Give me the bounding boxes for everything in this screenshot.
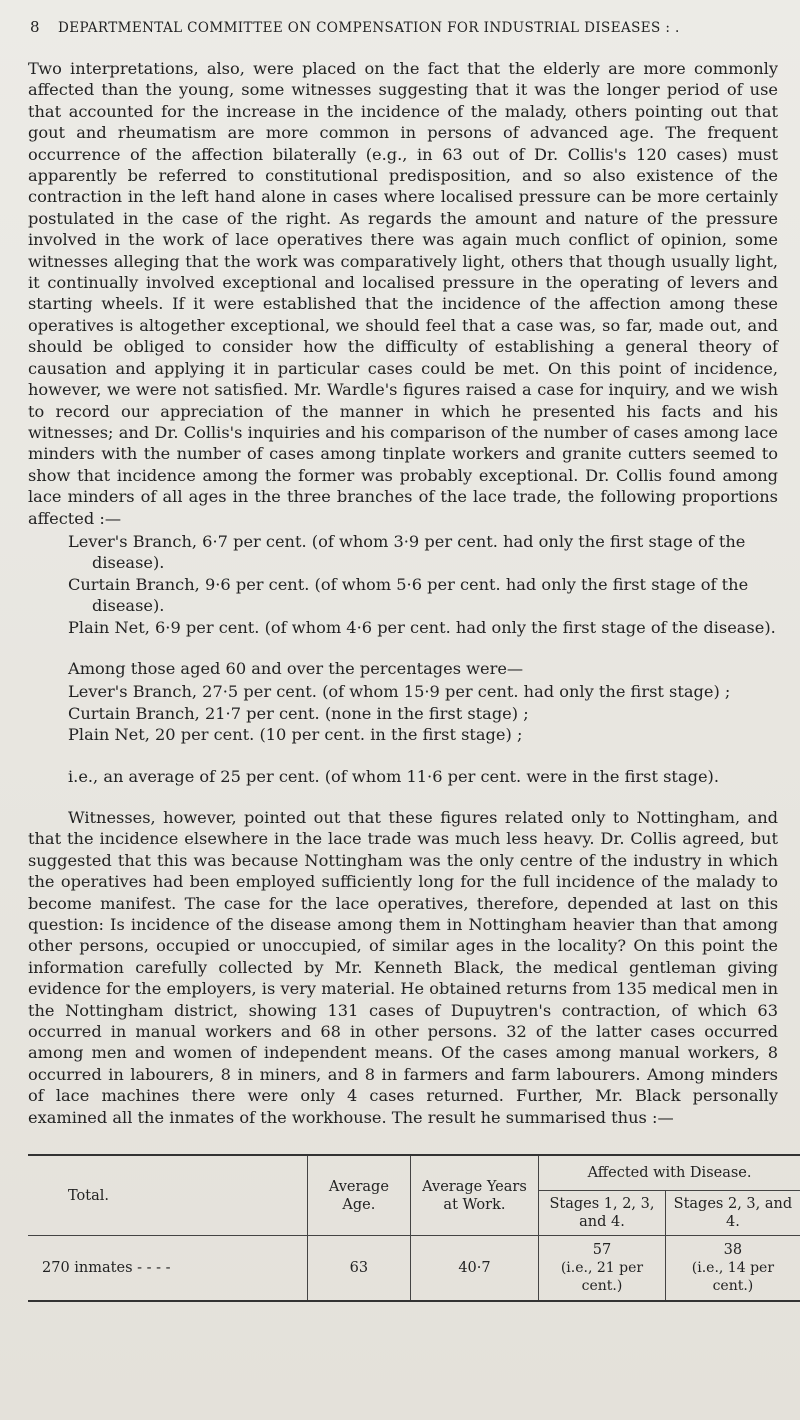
stages-234-value: 38	[723, 1242, 743, 1259]
cell-average-years: 40·7	[410, 1236, 538, 1302]
list-item-curtain: Curtain Branch, 9·6 per cent. (of whom 5·6 per cent. had only the first stage of the disease).	[68, 574, 749, 616]
stages-all-note: (i.e., 21 per cent.)	[560, 1260, 644, 1295]
list-item-plain-net-60: Plain Net, 20 per cent. (10 per cent. in the first stage) ;	[68, 725, 523, 745]
list-item-plain-net: Plain Net, 6·9 per cent. (of whom 4·6 per cent. had only the first stage of the disease).	[68, 617, 776, 637]
workhouse-summary-table	[28, 1154, 800, 1302]
paragraph-witnesses: Witnesses, however, pointed out that these figures related only to Nottingham, and that the incidence elsewhere in the lace trade was much less heavy. Dr. Collis agreed, but suggested that this was because Nottingham was the only centre of the industry in which the operatives had been employed sufficiently long for the full incidence of the malady to become manifest. The case for the lace operatives, therefore, depended at last on this question: Is incidence of the disease among them in Nottingham heavier than that among other persons, occupied or unoccupied, of similar ages in the locality? On this point the information carefully collected by Mr. Kenneth Black, the medical gentleman giving evidence for the employers, is very material. He obtained returns from 135 medical men in the Nottingham district, showing 131 cases of Dupuytren's contraction, of which 63 occurred in manual workers and 68 in other persons. 32 of the latter cases occurred among men and women of independent means. Of the cases among manual workers, 8 occurred in labourers, 8 in miners, and 8 in farmers and farm labourers. Among minders of lace machines there were only 4 cases returned. Further, Mr. Black personally examined all the inmates of the workhouse. The result he summarised thus :—	[28, 808, 778, 1127]
header-total: Total.	[68, 1187, 109, 1204]
stages-all-value: 57	[592, 1242, 612, 1259]
paragraph-aged-60: Among those aged 60 and over the percentages were—	[68, 658, 524, 678]
cell-average-age: 63	[307, 1236, 410, 1302]
list-all-ages	[68, 531, 778, 638]
header-average-age: Average Age.	[307, 1155, 410, 1236]
header-stages-all: Stages 1, 2, 3, and 4.	[539, 1191, 666, 1236]
cell-stages-234	[665, 1236, 800, 1302]
header-affected-group: Affected with Disease.	[539, 1155, 800, 1191]
list-item-levers-60: Lever's Branch, 27·5 per cent. (of whom 15·9 per cent. had only the first stage) ;	[68, 682, 731, 702]
cell-stages-all	[539, 1236, 666, 1302]
cell-total: 270 inmates - - - -	[42, 1260, 171, 1277]
list-aged-60	[68, 681, 778, 787]
page-number: 8	[30, 18, 40, 36]
list-item-curtain-60: Curtain Branch, 21·7 per cent. (none in the first stage) ;	[68, 703, 529, 723]
header-stages-234: Stages 2, 3, and 4.	[665, 1191, 800, 1236]
list-item-levers: Lever's Branch, 6·7 per cent. (of whom 3·9 per cent. had only the first stage of the disease).	[68, 531, 746, 573]
paragraph-interpretations: Two interpretations, also, were placed on the fact that the elderly are more commonly affected than the young, some witnesses suggesting that it was the longer period of use that accounted for the increase in the incidence of the malady, others pointing out that gout and rheumatism are more common in persons of advanced age. The frequent occurrence of the affection bilaterally (e.g., in 63 out of Dr. Collis's 120 cases) must apparently be referred to constitutional predisposition, and so also existence of the contraction in the left hand alone in cases where localised pressure can be more certainly postulated in the case of the right. As regards the amount and nature of the pressure involved in the work of lace operatives there was again much conflict of opinion, some witnesses alleging that the work was comparatively light, others that though usually light, it continually involved exceptional and localised pressure in the operating of levers and starting wheels. If it were established that the incidence of the affection among these operatives is altogether exceptional, we should feel that a case was, so far, made out, and should be obliged to consider how the difficulty of establishing a general theory of causation and applying it in particular cases could be met. On this point of incidence, however, we were not satisfied. Mr. Wardle's figures raised a case for inquiry, and we wish to record our appreciation of the manner in which he presented his facts and his witnesses; and Dr. Collis's inquiries and his comparison of the number of cases among lace minders with the number of cases among tinplate workers and granite cutters seemed to show that incidence among the former was probably exceptional. Dr. Collis found among lace minders of all ages in the three branches of the lace trade, the following proportions affected :—	[28, 59, 778, 528]
header-average-years: Average Years at Work.	[410, 1155, 538, 1236]
running-title: DEPARTMENTAL COMMITTEE ON COMPENSATION FOR INDUSTRIAL DISEASES : .	[58, 20, 680, 36]
list-item-average: i.e., an average of 25 per cent. (of whom 11·6 per cent. were in the first stage).	[68, 766, 719, 786]
stages-234-note: (i.e., 14 per cent.)	[691, 1260, 775, 1295]
page-header	[30, 18, 778, 36]
